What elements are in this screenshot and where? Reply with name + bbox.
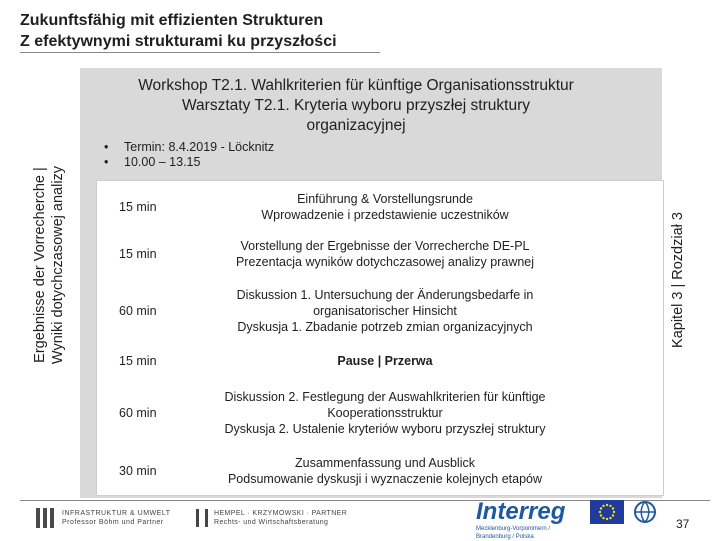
bullet: • bbox=[104, 140, 109, 154]
agenda-line: Einführung & Vorstellungsrunde bbox=[297, 192, 473, 206]
agenda-line: Podsumowanie dyskusji i wyznaczenie kolejnych etapów bbox=[227, 472, 543, 486]
workshop-heading-line: Warsztaty T2.1. Kryteria wyboru przyszłej struktury bbox=[182, 97, 530, 114]
title-polish: Z efektywnymi strukturami ku przyszłości bbox=[20, 33, 337, 50]
title-german: Zukunftsfähig mit effizienten Strukturen bbox=[20, 12, 324, 29]
chapter-label bbox=[664, 160, 692, 400]
agenda-table bbox=[96, 180, 664, 496]
infrastruktur-logo-name: INFRASTRUKTUR & UMWELT bbox=[62, 510, 171, 517]
agenda-duration: 30 min bbox=[119, 464, 157, 478]
agenda-line: Diskussion 1. Untersuchung der Änderungsbedarfe in bbox=[236, 288, 534, 302]
interreg-wordmark: Interreg bbox=[476, 498, 566, 525]
agenda-row bbox=[97, 187, 663, 227]
agenda-duration: 15 min bbox=[119, 247, 157, 261]
footer-logos bbox=[36, 498, 676, 540]
agenda-line: Wprowadzenie i przedstawienie uczestników bbox=[261, 208, 509, 222]
agenda-description bbox=[207, 191, 563, 223]
meeting-time bbox=[104, 155, 274, 170]
hempel-mark-icon bbox=[196, 509, 208, 527]
agenda-line: Vorstellung der Ergebnisse der Vorrecherche DE-PL bbox=[240, 239, 530, 253]
agenda-duration: 60 min bbox=[119, 406, 157, 420]
agenda-line: Zusammenfassung und Ausblick bbox=[295, 456, 475, 470]
title-underline bbox=[20, 52, 380, 53]
agenda-line: organisatorischer Hinsicht bbox=[313, 304, 457, 318]
side-label-left-polish: Wyniki dotychczasowej analizy bbox=[50, 165, 66, 365]
workshop-heading-line: Workshop T2.1. Wahlkriterien für künftige Organisationsstruktur bbox=[138, 77, 574, 94]
agenda-line: Dyskusja 2. Ustalenie kryteriów wyboru przyszłej struktury bbox=[224, 422, 546, 436]
infrastruktur-logo-sub: Professor Böhm und Partner bbox=[62, 519, 164, 526]
agenda-description bbox=[207, 389, 563, 437]
agenda-line: Diskussion 2. Festlegung der Auswahlkriterien für künftige bbox=[224, 390, 546, 404]
workshop-heading-line: organizacyjnej bbox=[306, 117, 406, 134]
bullet: • bbox=[104, 155, 109, 169]
page-title bbox=[20, 10, 337, 52]
meeting-info bbox=[104, 140, 274, 170]
agenda-duration: 15 min bbox=[119, 200, 157, 214]
meeting-time-text: 10.00 – 13.15 bbox=[124, 155, 201, 169]
meeting-date bbox=[104, 140, 274, 155]
hempel-logo-name: HEMPEL · KRZYMOWSKI · PARTNER bbox=[214, 510, 348, 517]
interreg-subtitle: Mecklenburg-Vorpommern / Brandenburg / Polska bbox=[476, 526, 551, 540]
agenda-line: Kooperationsstruktur bbox=[327, 406, 443, 420]
infrastruktur-umwelt-logo bbox=[36, 508, 170, 528]
agenda-line: Dyskusja 1. Zbadanie potrzeb zmian organizacyjnych bbox=[237, 320, 533, 334]
interreg-logo bbox=[476, 499, 586, 541]
agenda-duration: 60 min bbox=[119, 304, 157, 318]
side-label-left bbox=[24, 120, 74, 410]
agenda-row bbox=[97, 451, 663, 491]
infrastruktur-mark-icon bbox=[36, 508, 54, 528]
meeting-date-text: Termin: 8.4.2019 - Löcknitz bbox=[124, 140, 275, 154]
agenda-description bbox=[207, 455, 563, 487]
agenda-row bbox=[97, 349, 663, 373]
agenda-line: Pause | Przerwa bbox=[337, 354, 433, 368]
globe-icon bbox=[632, 499, 658, 525]
agenda-description bbox=[207, 353, 563, 369]
agenda-row bbox=[97, 281, 663, 341]
agenda-line: Prezentacja wyników dotychczasowej analizy prawnej bbox=[235, 255, 535, 269]
agenda-duration: 15 min bbox=[119, 354, 157, 368]
page-number: 37 bbox=[676, 517, 690, 531]
side-label-left-german: Ergebnisse der Vorrecherche | bbox=[32, 167, 48, 363]
hempel-krzymowski-logo bbox=[196, 509, 347, 527]
chapter-label-text: Kapitel 3 | Rozdział 3 bbox=[670, 212, 687, 348]
agenda-description bbox=[207, 238, 563, 270]
workshop-heading bbox=[96, 76, 616, 136]
eu-flag-icon bbox=[590, 500, 624, 524]
agenda-row bbox=[97, 234, 663, 274]
agenda-row bbox=[97, 383, 663, 443]
agenda-description bbox=[207, 287, 563, 335]
hempel-logo-sub: Rechts- und Wirtschaftsberatung bbox=[214, 519, 329, 526]
